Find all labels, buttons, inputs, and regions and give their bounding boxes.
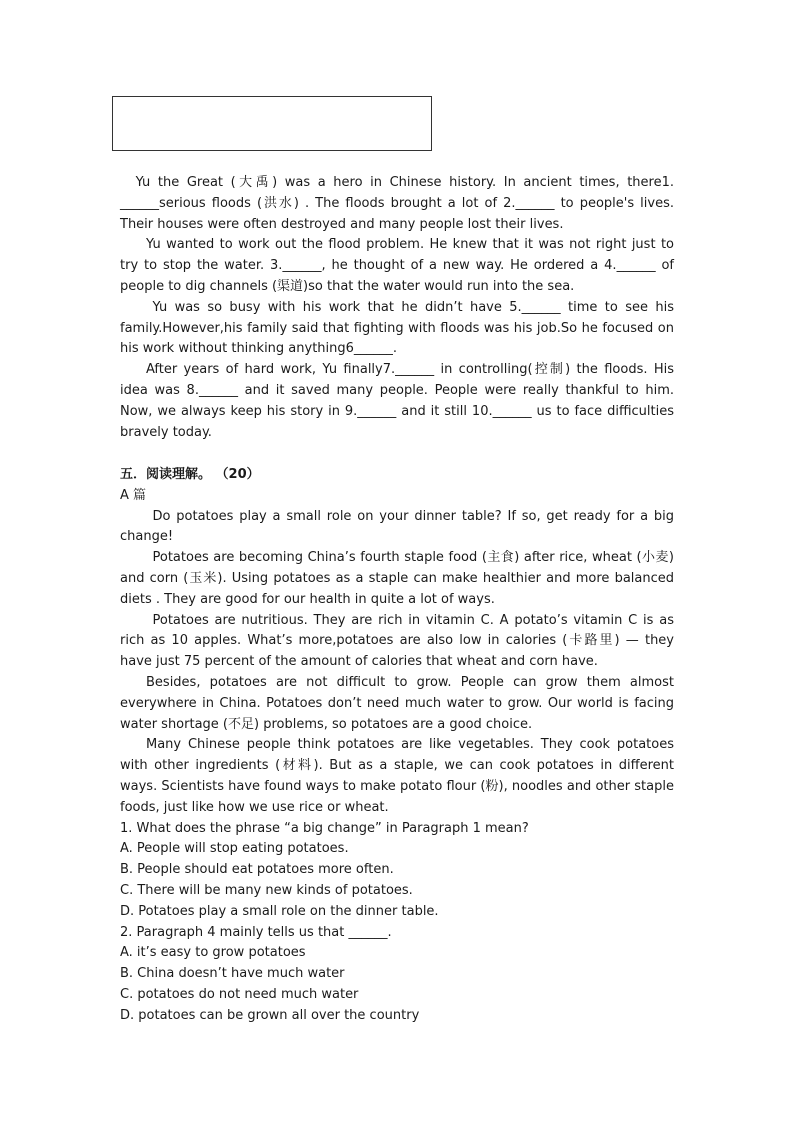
answer-box: [112, 96, 432, 151]
question-2-stem: 2. Paragraph 4 mainly tells us that ______.: [120, 924, 392, 940]
question-1-option-b: B. People should eat potatoes more often.: [120, 862, 394, 878]
passage-label: A 篇: [120, 487, 147, 503]
cloze-paragraph-2: Yu wanted to work out the flood problem. He knew that it was not right just to try to stop the water. 3.______, he thought of a new way. He ordered a 4.______ of people to dig channels (渠道)so that the water would run into the sea.: [120, 237, 674, 294]
question-1-option-a: A. People will stop eating potatoes.: [120, 841, 349, 857]
cloze-passage: [120, 173, 674, 443]
reading-paragraph-3: Potatoes are nutritious. They are rich in vitamin C. A potato’s vitamin C is as rich as 10 apples. What’s more,potatoes are also low in calories (卡路里) — they have just 75 percent of the amount of calories that wheat and corn have.: [120, 612, 674, 670]
cloze-paragraph-1: Yu the Great (大禹) was a hero in Chinese history. In ancient times, there1. ______serious floods (洪水) . The floods brought a lot of 2.______ to people's lives. Their houses were often destroyed and many people lost their lives.: [120, 175, 674, 232]
question-1-stem: 1. What does the phrase “a big change” in Paragraph 1 mean?: [120, 820, 529, 836]
question-2-option-c: C. potatoes do not need much water: [120, 986, 359, 1002]
question-1-option-d: D. Potatoes play a small role on the dinner table.: [120, 903, 439, 919]
question-2-option-b: B. China doesn’t have much water: [120, 966, 345, 982]
question-1-option-c: C. There will be many new kinds of potatoes.: [120, 882, 413, 898]
question-2-option-a: A. it’s easy to grow potatoes: [120, 945, 306, 961]
question-2-option-d: D. potatoes can be grown all over the country: [120, 1007, 420, 1023]
reading-paragraph-5: Many Chinese people think potatoes are like vegetables. They cook potatoes with other ingredients (材料). But as a staple, we can cook potatoes in different ways. Scientists have found ways to make potato flour (粉), noodles and other staple foods, just like how we use rice or wheat.: [120, 737, 674, 815]
cloze-paragraph-4: After years of hard work, Yu finally7.______ in controlling(控制) the floods. His idea was 8.______ and it saved many people. People were really thankful to him. Now, we always keep his story in 9.______ and it still 10.______ us to face difficulties bravely today.: [120, 362, 674, 440]
reading-paragraph-4: Besides, potatoes are not difficult to grow. People can grow them almost everywhere in China. Potatoes don’t need much water to grow. Our world is facing water shortage (不足) problems, so potatoes are a good choice.: [120, 674, 674, 732]
section-title: 五．阅读理解。 （20）: [120, 467, 260, 482]
reading-paragraph-2: Potatoes are becoming China’s fourth staple food (主食) after rice, wheat (小麦) and corn (玉米). Using potatoes as a staple can make healthier and more balanced diets . They are good for our health in quite a lot of ways.: [120, 550, 674, 607]
reading-section: [120, 465, 674, 1027]
cloze-paragraph-3: Yu was so busy with his work that he didn’t have 5.______ time to see his family.However,his family said that fighting with floods was his job.So he focused on his work without thinking anything6______.: [120, 299, 674, 357]
reading-paragraph-1: Do potatoes play a small role on your dinner table? If so, get ready for a big change!: [120, 508, 674, 545]
